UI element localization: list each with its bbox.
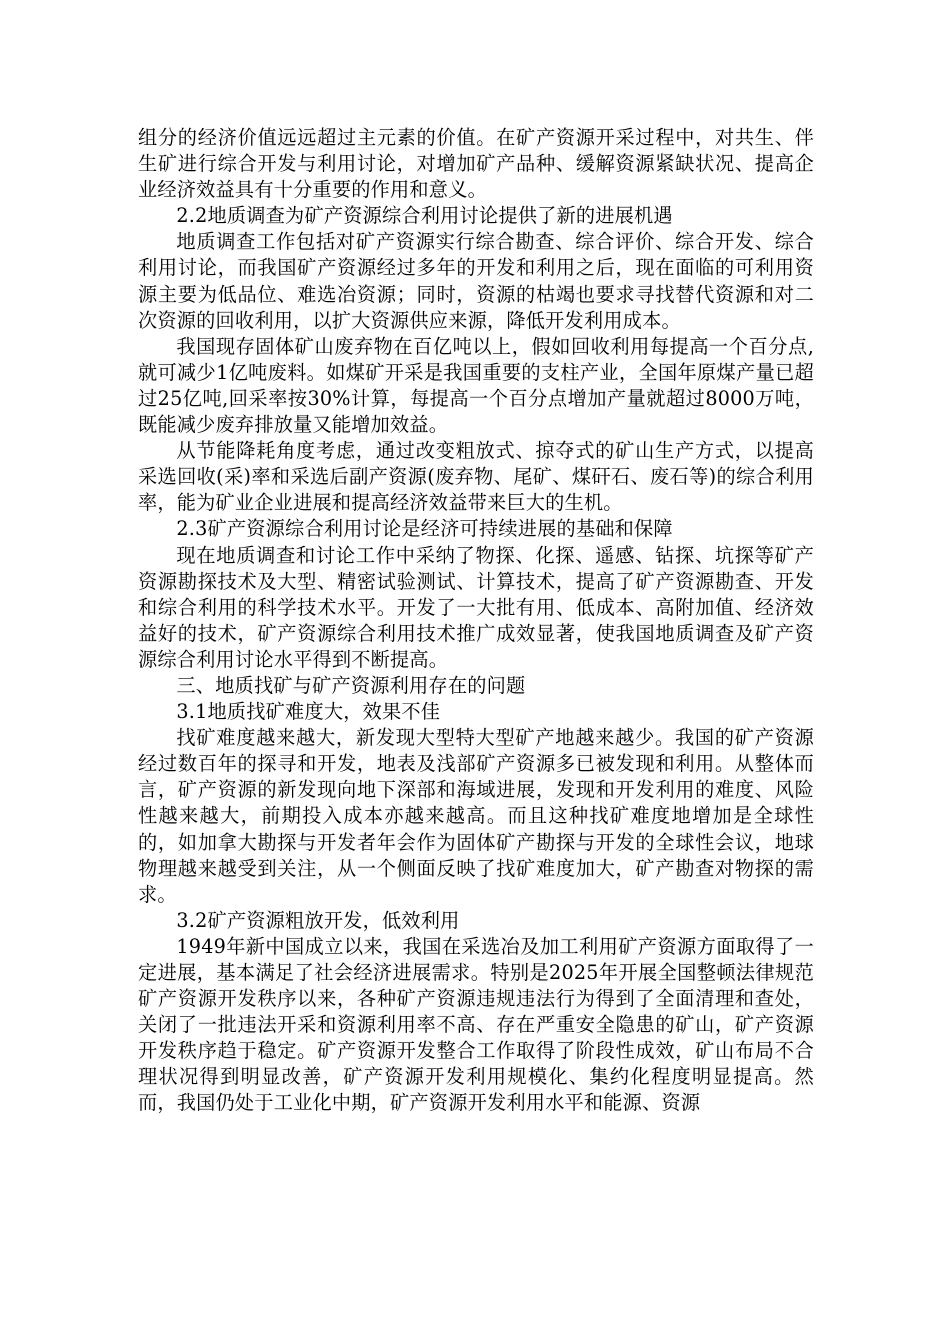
- paragraph-continuation: 组分的经济价值远远超过主元素的价值。在矿产资源开采过程中，对共生、伴生矿进行综合开发与利用讨论，对增加矿产品种、缓解资源紧缺状况、提高企业经济效益具有十分重要的作用和意义。: [138, 126, 814, 202]
- section-heading-2-3: 2.3矿产资源综合利用讨论是经济可持续进展的基础和保障: [176, 517, 673, 541]
- paragraph: 现在地质调查和讨论工作中采纳了物探、化探、遥感、钻探、坑探等矿产资源勘探技术及大型、精密试验测试、计算技术，提高了矿产资源勘查、开发和综合利用的科学技术水平。开发了一大批有用、低成本、高附加值、经济效益好的技术，矿产资源综合利用技术推广成效显著，使我国地质调查及矿产资源综合利用讨论水平得到不断提高。: [138, 543, 814, 671]
- paragraph: 1949年新中国成立以来，我国在采选冶及加工利用矿产资源方面取得了一定进展，基本满足了社会经济进展需求。特别是2025年开展全国整顿法律规范矿产资源开发秩序以来，各种矿产资源违规违法行为得到了全面清理和查处，关闭了一批违法开采和资源利用率不高、存在严重安全隐患的矿山，矿产资源开发秩序趋于稳定。矿产资源开发整合工作取得了阶段性成效，矿山布局不合理状况得到明显改善，矿产资源开发利用规模化、集约化程度明显提高。然而，我国仍处于工业化中期，矿产资源开发利用水平和能源、资源: [138, 934, 814, 1115]
- paragraph: 找矿难度越来越大，新发现大型特大型矿产地越来越少。我国的矿产资源经过数百年的探寻和开发，地表及浅部矿产资源多已被发现和利用。从整体而言，矿产资源的新发现向地下深部和海域进展，发现和开发利用的难度、风险性越来越大，前期投入成本亦越来越高。而且这种找矿难度地增加是全球性的，如加拿大勘探与开发者年会作为固体矿产勘探与开发的全球性会议，地球物理越来越受到关注，从一个侧面反映了找矿难度加大，矿产勘查对物探的需求。: [138, 726, 814, 906]
- body-text: [138, 125, 814, 1117]
- chapter-heading-3: 三、地质找矿与矿产资源利用存在的问题: [176, 673, 526, 697]
- section-heading-3-2: 3.2矿产资源粗放开发，低效利用: [176, 908, 460, 932]
- section-heading-3-1: 3.1地质找矿难度大，效果不佳: [176, 700, 441, 724]
- paragraph: 我国现存固体矿山废弃物在百亿吨以上，假如回收利用每提高一个百分点,就可减少1亿吨废料。如煤矿开采是我国重要的支柱产业，全国年原煤产量已超过25亿吨,回采率按30%计算，每提高一个百分点增加产量就超过8000万吨，既能减少废弃排放量又能增加效益。: [138, 334, 814, 437]
- paragraph: 地质调查工作包括对矿产资源实行综合勘查、综合评价、综合开发、综合利用讨论，而我国矿产资源经过多年的开发和利用之后，现在面临的可利用资源主要为低品位、难选冶资源；同时，资源的枯竭也要求寻找替代资源和对二次资源的回收利用，以扩大资源供应来源，降低开发利用成本。: [138, 230, 814, 332]
- section-heading-2-2: 2.2地质调查为矿产资源综合利用讨论提供了新的进展机遇: [176, 204, 673, 228]
- paragraph: 从节能降耗角度考虑，通过改变粗放式、掠夺式的矿山生产方式，以提高采选回收(采)率和采选后副产资源(废弃物、尾矿、煤矸石、废石等)的综合利用率，能为矿业企业进展和提高经济效益带来巨大的生机。: [138, 439, 814, 515]
